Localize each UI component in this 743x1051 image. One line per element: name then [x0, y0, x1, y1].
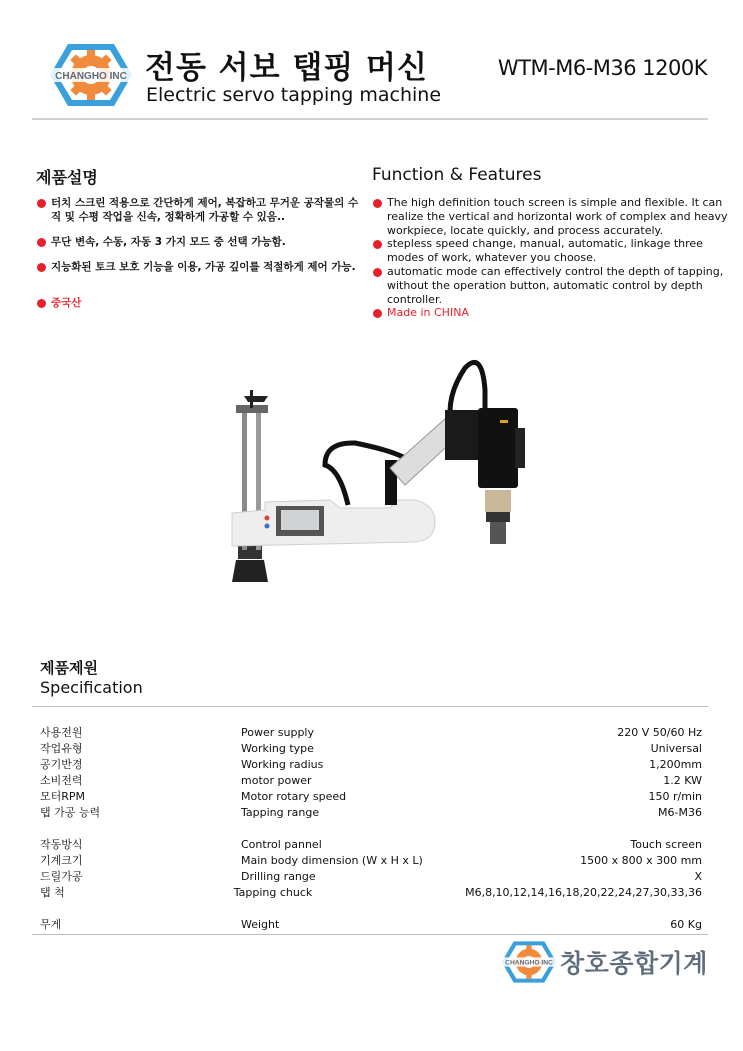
- spec-row: 소비전력 motor power 1.2 KW: [40, 774, 702, 787]
- svg-text:CHANGHO INC: CHANGHO INC: [505, 959, 553, 967]
- spec-title-english: Specification: [40, 678, 143, 697]
- spec-row: 탭 척 Tapping chuck M6,8,10,12,14,16,18,20,22,24,27,30,33,36: [40, 886, 702, 899]
- header: [0, 0, 743, 120]
- spec-row: 기계크기 Main body dimension (W x H x L) 1500 x 800 x 300 mm: [40, 854, 702, 867]
- list-item: 무단 변속, 수동, 자동 3 가지 모드 중 선택 가능함.: [37, 235, 367, 249]
- spec-gap: [40, 821, 702, 837]
- bullet-icon: [37, 238, 46, 247]
- spec-bottom-divider: [32, 934, 708, 935]
- bullet-icon: [373, 199, 382, 208]
- changho-logo-icon: [498, 940, 560, 984]
- bullet-icon: [37, 299, 46, 308]
- spec-row: 모터RPM Motor rotary speed 150 r/min: [40, 790, 702, 803]
- model-number: WTM-M6-M36 1200K: [497, 56, 707, 80]
- company-name: 창호종합기계: [560, 949, 708, 978]
- spec-row: 드릴가공 Drilling range X: [40, 870, 702, 883]
- description-title-english: Function & Features: [372, 165, 542, 185]
- bullet-icon: [37, 199, 46, 208]
- description-list-english: [373, 196, 728, 320]
- list-item: stepless speed change, manual, automatic, linkage three modes of work, whatever you choose.: [373, 237, 728, 265]
- spec-divider: [32, 706, 708, 707]
- spec-row: 작업유형 Working type Universal: [40, 742, 702, 755]
- spec-gap: [40, 901, 702, 917]
- list-item-origin: Made in CHINA: [373, 306, 728, 320]
- spec-row: 공기반경 Working radius 1,200mm: [40, 758, 702, 771]
- spec-row: 작동방식 Control pannel Touch screen: [40, 838, 702, 851]
- description-list-korean: [37, 196, 367, 321]
- svg-text:CHANGHO INC: CHANGHO INC: [55, 71, 127, 82]
- page-title-korean: 전동 서보 탭핑 머신: [145, 50, 428, 86]
- list-item: The high definition touch screen is simple and flexible. It can realize the vertical and horizontal work of complex and heavy workpiece, locate quickly, and process accurately.: [373, 196, 728, 237]
- changho-logo-icon: [48, 42, 134, 108]
- header-divider: [32, 118, 708, 120]
- list-item: 지능화된 토크 보호 기능을 이용, 가공 깊이를 적절하게 제어 가능.: [37, 260, 367, 274]
- description-title-korean: 제품설명: [36, 168, 98, 187]
- spec-title-korean: 제품제원: [40, 659, 98, 677]
- spec-table: [40, 725, 702, 933]
- spec-row: 무게 Weight 60 Kg: [40, 918, 702, 931]
- spec-row: 사용전원 Power supply 220 V 50/60 Hz: [40, 726, 702, 739]
- list-item-origin: 중국산: [37, 296, 367, 310]
- page-title-english: Electric servo tapping machine: [146, 84, 442, 106]
- bullet-icon: [373, 240, 382, 249]
- spec-row: 탭 가공 능력 Tapping range M6-M36: [40, 806, 702, 819]
- bullet-icon: [37, 263, 46, 272]
- list-item: automatic mode can effectively control the depth of tapping, without the operation button, automatic control by depth controller.: [373, 265, 728, 306]
- tapping-machine-image: [220, 350, 530, 590]
- bullet-icon: [373, 309, 382, 318]
- list-item: 터치 스크린 적용으로 간단하게 제어, 복잡하고 무거운 공작물의 수직 및 수평 작업을 신속, 정확하게 가공할 수 있음..: [37, 196, 367, 224]
- bullet-icon: [373, 268, 382, 277]
